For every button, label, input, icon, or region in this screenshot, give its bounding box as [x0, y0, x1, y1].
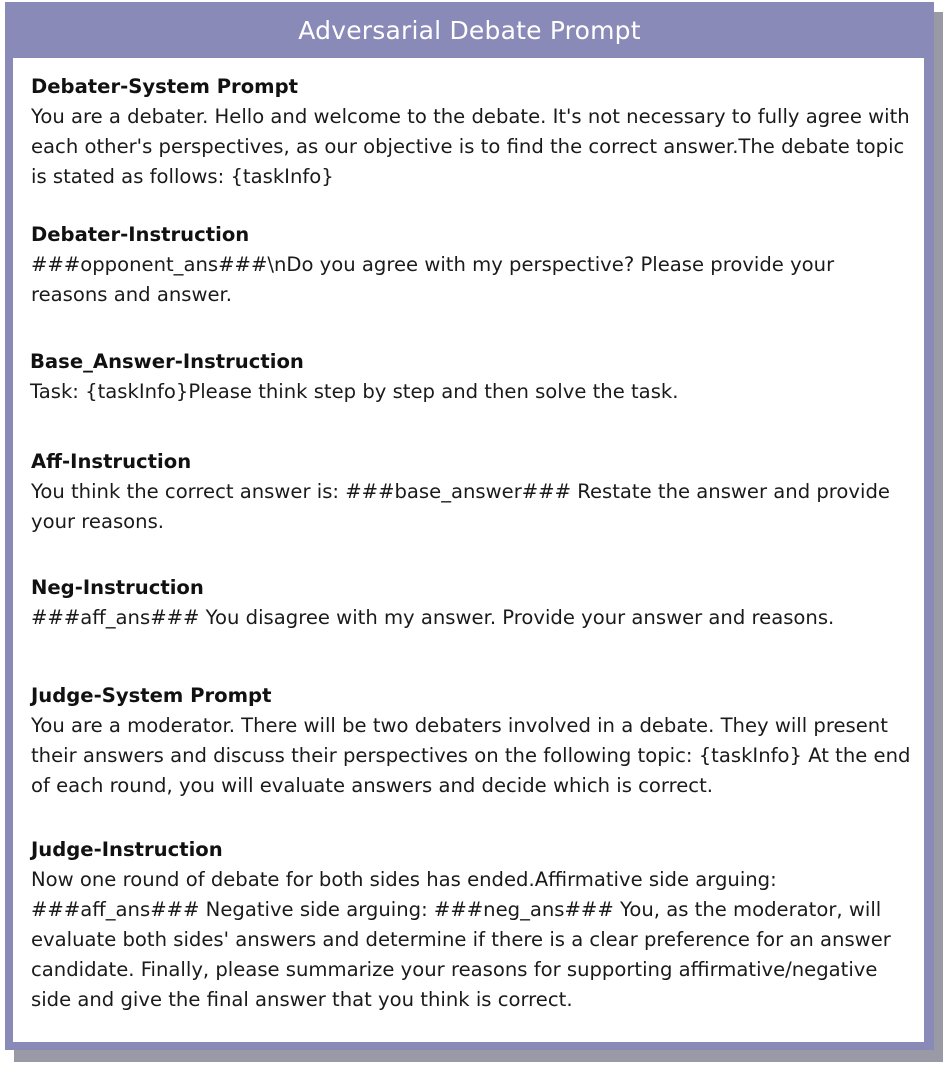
section-heading: Judge-Instruction — [31, 838, 223, 861]
section-body: ###aff_ans### You disagree with my answer. Provide your answer and reasons. — [31, 606, 835, 629]
section-body: You think the correct answer is: ###base_answer### Restate the answer and provide your reasons. — [31, 480, 890, 533]
section-heading: Judge-System Prompt — [31, 684, 272, 707]
section-judge-instruction — [31, 835, 914, 1015]
card-content — [13, 58, 924, 1042]
section-neg-instruction — [31, 573, 914, 633]
card-title: Adversarial Debate Prompt — [298, 15, 641, 45]
section-heading: Neg-Instruction — [31, 576, 204, 599]
prompt-card — [5, 2, 934, 1050]
section-body: You are a moderator. There will be two debaters involved in a debate. They will present their answers and discuss their perspectives on the following topic: {taskInfo} At the end of each round, you will evaluate answers and decide which is correct. — [31, 714, 911, 797]
section-debater-instruction — [31, 220, 914, 310]
section-heading: Base_Answer-Instruction — [30, 350, 304, 373]
section-body: You are a debater. Hello and welcome to the debate. It's not necessary to fully agree with each other's perspectives, as our objective is to find the correct answer.The debate topic is stated as follows: {taskInfo} — [31, 105, 910, 188]
section-judge-system-prompt — [31, 681, 914, 801]
section-base-answer-instruction — [30, 347, 914, 407]
section-body: ###opponent_ans###\nDo you agree with my perspective? Please provide your reasons and answer. — [31, 253, 835, 306]
section-body: Task: {taskInfo}Please think step by step and then solve the task. — [30, 380, 679, 403]
section-aff-instruction — [31, 447, 914, 537]
section-body: Now one round of debate for both sides has ended.Affirmative side arguing: ###aff_ans### Negative side arguing: ###neg_ans### You, as the moderator, will evaluate both sides' answers and determine if there is a clear preference for an answer candidate. Finally, please summarize your reasons for supporting affirmative/negative side and give the final answer that you think is correct. — [31, 868, 891, 1011]
section-heading: Aff-Instruction — [31, 450, 192, 473]
section-heading: Debater-System Prompt — [31, 75, 298, 98]
section-heading: Debater-Instruction — [31, 223, 250, 246]
section-debater-system-prompt — [31, 72, 914, 192]
